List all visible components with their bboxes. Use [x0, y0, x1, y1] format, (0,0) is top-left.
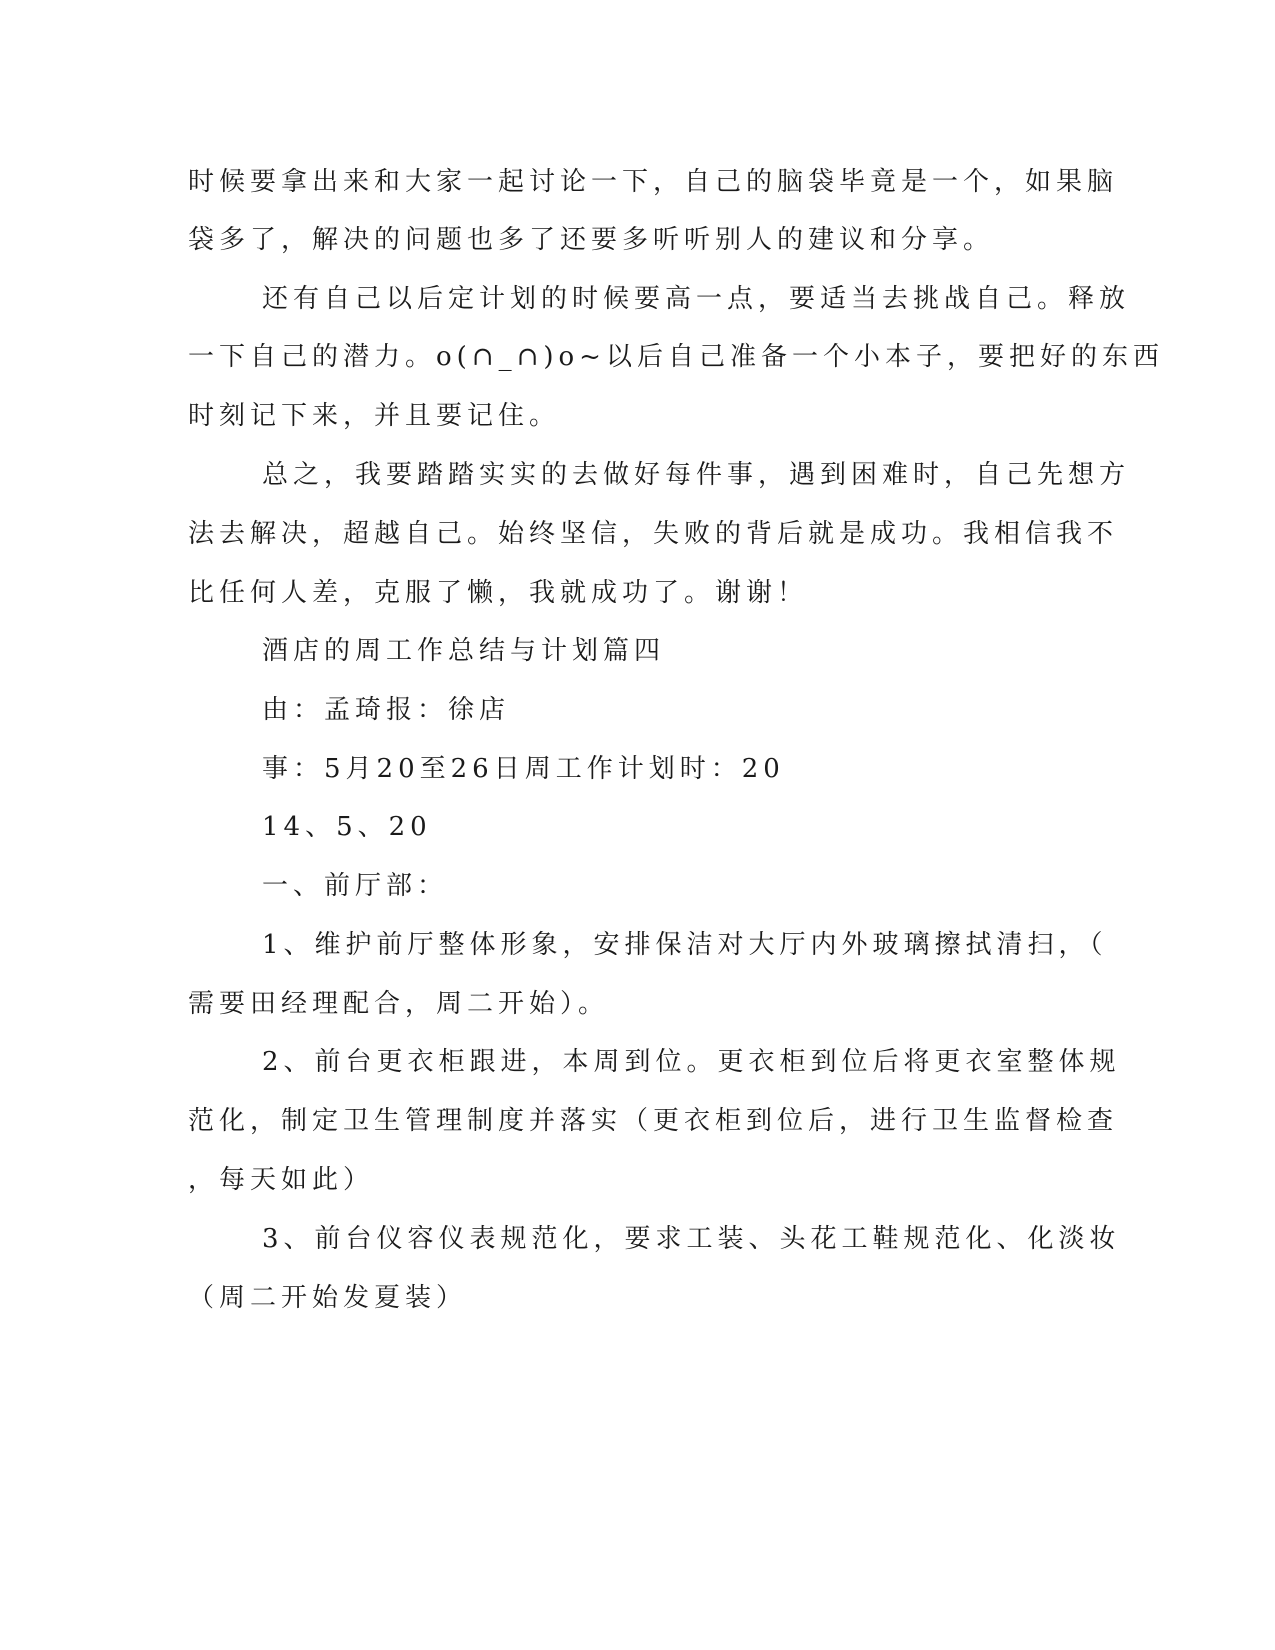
- paragraph-line: 还有自己以后定计划的时候要高一点，要适当去挑战自己。释放: [262, 284, 1131, 314]
- date-line: 14、5、20: [262, 812, 432, 842]
- text-line: 时刻记下来，并且要记住。: [188, 401, 561, 431]
- text-line: 袋多了，解决的问题也多了还要多听听别人的建议和分享。: [188, 225, 995, 255]
- subject-line: 事：5月20至26日周工作计划时：20: [262, 754, 785, 784]
- text-line: 比任何人差，克服了懒，我就成功了。谢谢！: [188, 578, 809, 608]
- text-line: 范化，制定卫生管理制度并落实（更衣柜到位后，进行卫生监督检查: [188, 1106, 1119, 1136]
- list-item: 3、前台仪容仪表规范化，要求工装、头花工鞋规范化、化淡妆: [262, 1224, 1121, 1254]
- paragraph-line: 总之，我要踏踏实实的去做好每件事，遇到困难时，自己先想方: [262, 460, 1131, 490]
- list-item: 1、维护前厅整体形象，安排保洁对大厅内外玻璃擦拭清扫，（: [262, 930, 1108, 960]
- text-line: ，每天如此）: [188, 1165, 375, 1195]
- text-line: 法去解决，超越自己。始终坚信，失败的背后就是成功。我相信我不: [188, 519, 1119, 549]
- text-line: 一下自己的潜力。o(∩_∩)o~以后自己准备一个小本子，要把好的东西: [188, 342, 1164, 372]
- from-to-line: 由：孟琦报：徐店: [262, 695, 511, 725]
- text-line: 时候要拿出来和大家一起讨论一下，自己的脑袋毕竟是一个，如果脑: [188, 167, 1119, 197]
- text-line: （周二开始发夏装）: [188, 1283, 468, 1313]
- section-title: 酒店的周工作总结与计划篇四: [262, 636, 666, 666]
- list-item: 2、前台更衣柜跟进，本周到位。更衣柜到位后将更衣室整体规: [262, 1047, 1121, 1077]
- text-line: 需要田经理配合，周二开始）。: [188, 989, 610, 1019]
- department-heading: 一、前厅部：: [262, 871, 449, 901]
